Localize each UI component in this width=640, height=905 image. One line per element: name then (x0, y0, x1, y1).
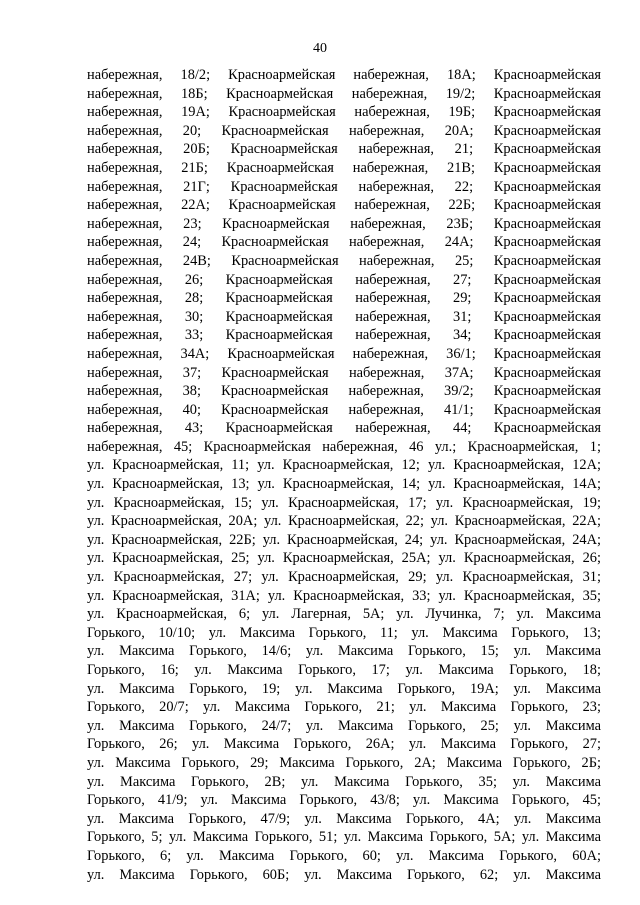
text-line: Горького, 5; ул. Максима Горького, 51; ул. Максима Горького, 5А; ул. Максима (87, 829, 601, 846)
text-line: набережная, 28; Красноармейская набережная, 29; Красноармейская (87, 290, 601, 307)
text-line: ул. Красноармейская, 27; ул. Красноармейская, 29; ул. Красноармейская, 31; (87, 569, 601, 586)
text-line: набережная, 20; Красноармейская набережная, 20А; Красноармейская (87, 122, 601, 139)
text-line: набережная, 23; Красноармейская набережная, 23Б; Красноармейская (87, 215, 601, 232)
text-line: набережная, 43; Красноармейская набережная, 44; Красноармейская (87, 420, 601, 437)
text-line: ул. Красноармейская, 13; ул. Красноармейская, 14; ул. Красноармейская, 14А; (87, 476, 601, 493)
text-line: набережная, 34А; Красноармейская набережная, 36/1; Красноармейская (87, 345, 601, 362)
text-line: ул. Красноармейская, 31А; ул. Красноармейская, 33; ул. Красноармейская, 35; (87, 587, 601, 604)
text-line: набережная, 33; Красноармейская набережная, 34; Красноармейская (87, 327, 601, 344)
text-line: ул. Максима Горького, 2В; ул. Максима Горького, 35; ул. Максима (87, 773, 601, 790)
text-line: ул. Максима Горького, 60Б; ул. Максима Горького, 62; ул. Максима (87, 866, 601, 883)
text-line: ул. Максима Горького, 47/9; ул. Максима Горького, 4А; ул. Максима (87, 810, 601, 827)
page-number: 40 (313, 41, 327, 56)
text-line: Горького, 6; ул. Максима Горького, 60; ул. Максима Горького, 60А; (87, 847, 601, 864)
text-line: ул. Красноармейская, 11; ул. Красноармейская, 12; ул. Красноармейская, 12А; (87, 457, 601, 474)
text-line: набережная, 21Г; Красноармейская набережная, 22; Красноармейская (87, 178, 601, 195)
text-line: ул. Максима Горького, 19; ул. Максима Горького, 19А; ул. Максима (87, 680, 601, 697)
text-line: ул. Максима Горького, 29; Максима Горького, 2А; Максима Горького, 2Б; (87, 754, 601, 771)
text-line: ул. Максима Горького, 14/6; ул. Максима Горького, 15; ул. Максима (87, 643, 601, 660)
text-line: набережная, 24В; Красноармейская набережная, 25; Красноармейская (87, 252, 601, 269)
text-line: набережная, 45; Красноармейская набережная, 46 ул.; Красноармейская, 1; (87, 438, 601, 455)
text-line: набережная, 40; Красноармейская набережная, 41/1; Красноармейская (87, 401, 601, 418)
text-line: Горького, 20/7; ул. Максима Горького, 21; ул. Максима Горького, 23; (87, 699, 601, 716)
text-line: набережная, 26; Красноармейская набережная, 27; Красноармейская (87, 271, 601, 288)
text-line: Горького, 10/10; ул. Максима Горького, 11; ул. Максима Горького, 13; (87, 624, 601, 641)
text-line: Горького, 41/9; ул. Максима Горького, 43/8; ул. Максима Горького, 45; (87, 792, 601, 809)
text-line: набережная, 24; Красноармейская набережная, 24А; Красноармейская (87, 234, 601, 251)
text-line: Горького, 16; ул. Максима Горького, 17; ул. Максима Горького, 18; (87, 662, 601, 678)
text-line: набережная, 18Б; Красноармейская набережная, 19/2; Красноармейская (87, 85, 601, 102)
text-line: набережная, 19А; Красноармейская набережная, 19Б; Красноармейская (87, 104, 601, 121)
text-line: ул. Красноармейская, 15; ул. Красноармейская, 17; ул. Красноармейская, 19; (87, 494, 601, 511)
address-list-text (87, 66, 601, 884)
text-line: набережная, 30; Красноармейская набережная, 31; Красноармейская (87, 308, 601, 325)
text-line: набережная, 21Б; Красноармейская набережная, 21В; Красноармейская (87, 159, 601, 176)
text-line: набережная, 37; Красноармейская набережная, 37А; Красноармейская (87, 364, 601, 381)
text-line: набережная, 38; Красноармейская набережная, 39/2; Красноармейская (87, 383, 601, 400)
text-line: ул. Красноармейская, 25; ул. Красноармейская, 25А; ул. Красноармейская, 26; (87, 550, 601, 567)
text-line: набережная, 22А; Красноармейская набережная, 22Б; Красноармейская (87, 197, 601, 214)
text-line: ул. Красноармейская, 6; ул. Лагерная, 5А; ул. Лучинка, 7; ул. Максима (87, 606, 601, 623)
text-line: ул. Максима Горького, 24/7; ул. Максима Горького, 25; ул. Максима (87, 717, 601, 734)
text-line: ул. Красноармейская, 20А; ул. Красноармейская, 22; ул. Красноармейская, 22А; (87, 513, 601, 530)
text-line: набережная, 18/2; Красноармейская набережная, 18А; Красноармейская (87, 67, 601, 83)
text-line: Горького, 26; ул. Максима Горького, 26А; ул. Максима Горького, 27; (87, 736, 601, 753)
text-line: набережная, 20Б; Красноармейская набережная, 21; Красноармейская (87, 141, 601, 158)
text-line: ул. Красноармейская, 22Б; ул. Красноармейская, 24; ул. Красноармейская, 24А; (87, 531, 601, 548)
